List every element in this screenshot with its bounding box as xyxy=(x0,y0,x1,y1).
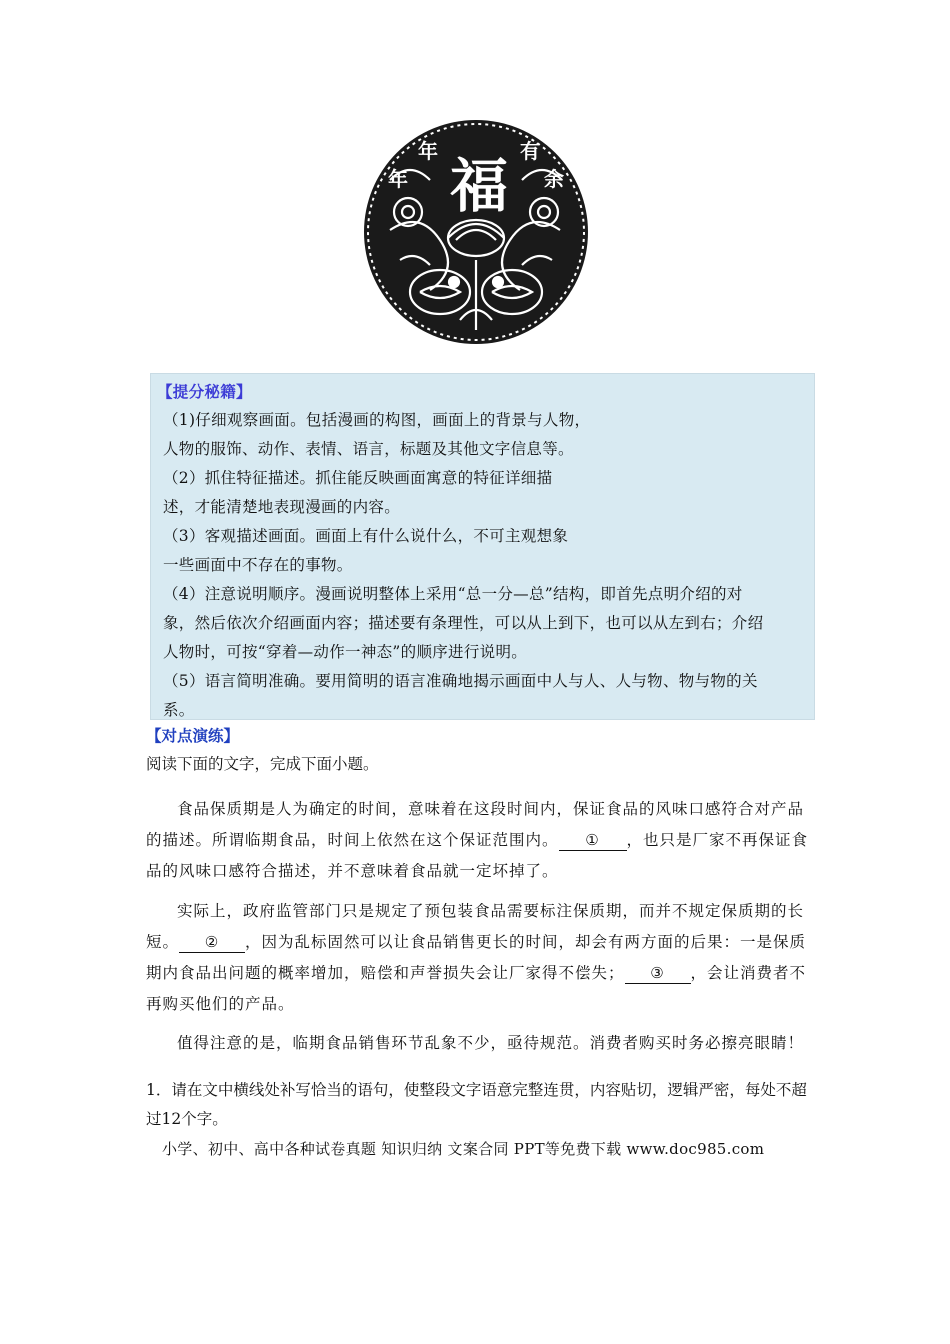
tips-line: （4）注意说明顺序。漫画说明整体上采用“总一分—总”结构，即首先点明介绍的对 xyxy=(163,585,743,603)
fu-papercut-icon xyxy=(360,120,592,345)
footer-text: 小学、初中、高中各种试卷真题 知识归纳 文案合同 PPT等免费下载 www.doc985.com xyxy=(162,1140,765,1158)
question-1: 1．请在文中横线处补写恰当的语句，使整段文字语意完整连贯，内容贴切，逻辑严密，每处不超过12个字。 xyxy=(146,1081,807,1128)
practice-intro: 阅读下面的文字，完成下面小题。 xyxy=(146,755,379,773)
answer-blank-3: ③ xyxy=(625,963,691,984)
passage-paragraph-1 xyxy=(146,794,811,887)
tips-line: 系。 xyxy=(163,701,195,719)
passage-text: 食品保质期是人为确定的时间，意味着在这段时间内，保证食品的风味口感符合对产品的描述。所谓临期食品，时间上依然在这个保证范围内。 xyxy=(146,800,805,849)
practice-heading: 【对点演练】 xyxy=(146,726,240,745)
tips-line: 人物时，可按“穿着—动作一神态”的顺序进行说明。 xyxy=(163,643,528,661)
papercut-char: 有 xyxy=(520,139,540,163)
papercut-char: 年 xyxy=(418,139,438,163)
passage-text: ，会让消费者不再购买他们的产品。 xyxy=(146,964,807,1013)
papercut-char: 年 xyxy=(388,167,408,191)
tips-line: 一些画面中不存在的事物。 xyxy=(163,556,353,574)
passage-paragraph-2 xyxy=(146,896,811,1020)
tips-box xyxy=(150,373,815,720)
tips-line: 象，然后依次介绍画面内容；描述要有条理性，可以从上到下，也可以从左到右；介绍 xyxy=(163,614,764,632)
tips-line: （3）客观描述画面。画面上有什么说什么，不可主观想象 xyxy=(163,527,569,545)
tips-heading: 【提分秘籍】 xyxy=(157,382,252,401)
passage-text: 实际上，政府监管部门只是规定了预包装食品需要标注保质期，而并不规定保质期的长短。 xyxy=(146,902,805,951)
answer-blank-1: ① xyxy=(559,830,627,851)
passage-text: ，因为乱标固然可以让食品销售更长的时间，却会有两方面的后果：一是保质期内食品出问题的概率增加，赔偿和声誉损失会让厂家得不偿失； xyxy=(146,933,807,982)
tips-line: （5）语言简明准确。要用简明的语言准确地揭示画面中人与人、人与物、物与物的关 xyxy=(163,672,758,690)
tips-line: 人物的服饰、动作、表情、语言，标题及其他文字信息等。 xyxy=(163,440,574,458)
tips-line: （2）抓住特征描述。抓住能反映画面寓意的特征详细描 xyxy=(163,469,553,487)
answer-blank-2: ② xyxy=(179,932,245,953)
papercut-char: 余 xyxy=(544,167,564,191)
tips-line: （1)仔细观察画面。包括漫画的构图，画面上的背景与人物， xyxy=(163,411,591,429)
papercut-char: 福 xyxy=(450,152,509,220)
passage-paragraph-3: 值得注意的是，临期食品销售环节乱象不少，亟待规范。消费者购买时务必擦亮眼睛！ xyxy=(177,1034,805,1052)
tips-line: 述，才能清楚地表现漫画的内容。 xyxy=(163,498,401,516)
passage-text: ，也只是厂家不再保证食品的风味口感符合描述，并不意味着食品就一定坏掉了。 xyxy=(146,831,809,880)
